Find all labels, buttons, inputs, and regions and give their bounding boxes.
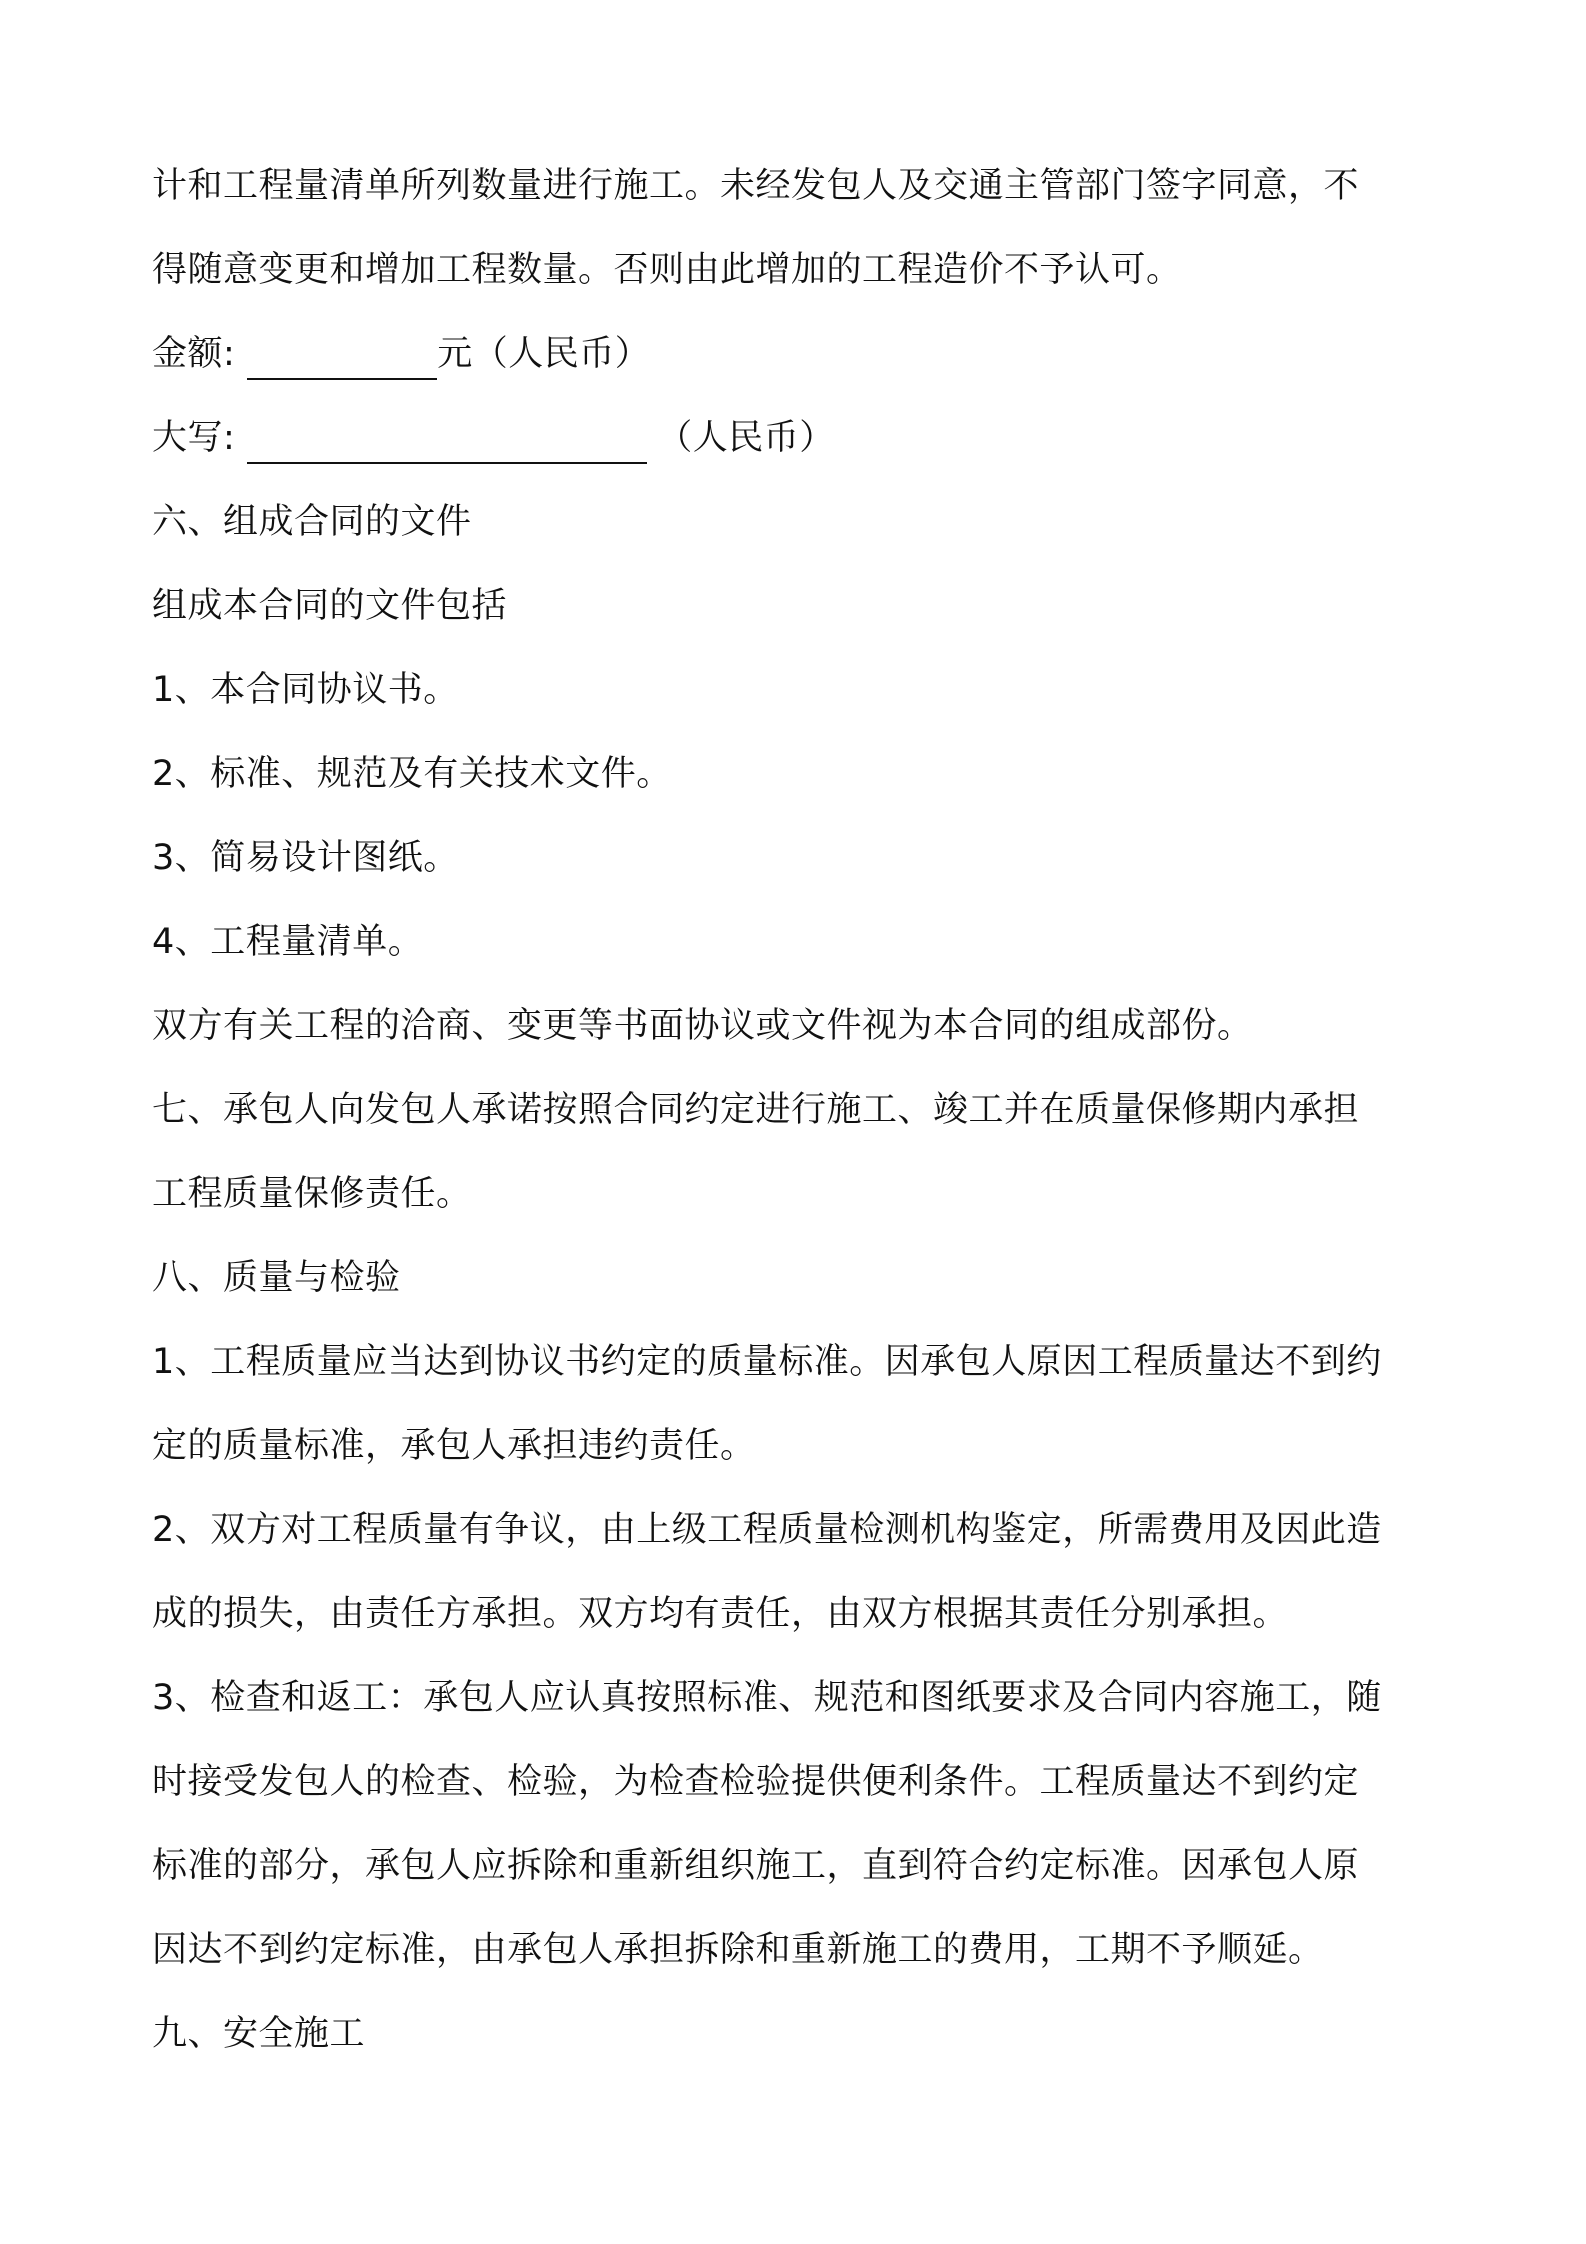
paragraph-line: 双方有关工程的洽商、变更等书面协议或文件视为本合同的组成部份。 [152, 1006, 1253, 1046]
paragraph-line: 时接受发包人的检查、检验，为检查检验提供便利条件。工程质量达不到约定 [152, 1762, 1360, 1802]
paragraph-line: 成的损失，由责任方承担。双方均有责任，由双方根据其责任分别承担。 [152, 1594, 1289, 1634]
list-item: 3、简易设计图纸。 [152, 838, 459, 878]
list-item: 4、工程量清单。 [152, 922, 424, 962]
paragraph-line: 标准的部分，承包人应拆除和重新组织施工，直到符合约定标准。因承包人原 [152, 1846, 1360, 1886]
amount-blank-line [247, 332, 437, 380]
list-item: 2、双方对工程质量有争议，由上级工程质量检测机构鉴定，所需费用及因此造 [152, 1510, 1382, 1550]
amount-field-row [152, 324, 1452, 408]
list-item: 3、检查和返工：承包人应认真按照标准、规范和图纸要求及合同内容施工，随 [152, 1678, 1382, 1718]
amount-words-field-row [152, 408, 1452, 492]
amount-words-blank-line [247, 416, 647, 464]
list-item: 1、本合同协议书。 [152, 670, 459, 710]
paragraph-line: 组成本合同的文件包括 [152, 586, 508, 626]
section-heading: 九、安全施工 [152, 2014, 366, 2054]
amount-suffix: 元（人民币） [437, 334, 651, 374]
section-heading: 八、质量与检验 [152, 1258, 401, 1298]
paragraph-line: 因达不到约定标准，由承包人承担拆除和重新施工的费用，工期不予顺延。 [152, 1930, 1324, 1970]
amount-words-suffix: （人民币） [657, 418, 835, 458]
paragraph-line: 工程质量保修责任。 [152, 1174, 472, 1214]
paragraph-line: 定的质量标准，承包人承担违约责任。 [152, 1426, 756, 1466]
amount-words-label: 大写: [152, 418, 236, 458]
section-heading: 六、组成合同的文件 [152, 502, 472, 542]
amount-label: 金额: [152, 334, 236, 374]
list-item: 2、标准、规范及有关技术文件。 [152, 754, 672, 794]
paragraph-line: 得随意变更和增加工程数量。否则由此增加的工程造价不予认可。 [152, 250, 1182, 290]
contract-text [152, 156, 1452, 2088]
paragraph-line: 计和工程量清单所列数量进行施工。未经发包人及交通主管部门签字同意，不 [152, 166, 1360, 206]
list-item: 1、工程质量应当达到协议书约定的质量标准。因承包人原因工程质量达不到约 [152, 1342, 1382, 1382]
section-heading: 七、承包人向发包人承诺按照合同约定进行施工、竣工并在质量保修期内承担 [152, 1090, 1360, 1130]
